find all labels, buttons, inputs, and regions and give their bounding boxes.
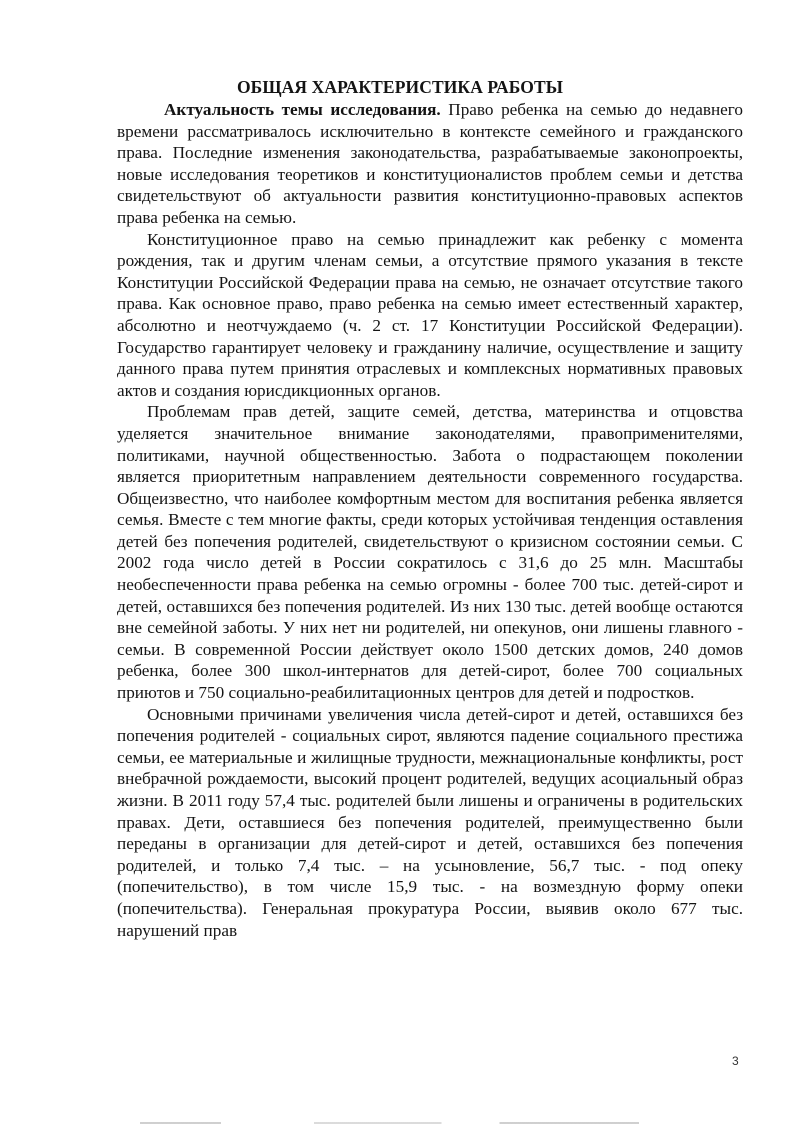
relevance-lead: Актуальность темы исследования.	[164, 100, 441, 119]
body-text	[117, 99, 743, 941]
paragraph-children-rights: Проблемам прав детей, защите семей, детства, материнства и отцовства уделяется значительное внимание законодателями, правоприменителями, политиками, научной общественностью. Забота о подрастающем поколении является приоритетным направлением деятельности современного государства. Общеизвестно, что наиболее комфортным местом для воспитания ребенка является семья. Вместе с тем многие факты, среди которых устойчивая тенденция оставления детей без попечения родителей, свидетельствуют о кризисном состоянии семьи. С 2002 года число детей в России сократилось с 31,6 до 25 млн. Масштабы необеспеченности права ребенка на семью огромны - более 700 тыс. детей-сирот и детей, оставшихся без попечения родителей. Из них 130 тыс. детей вообще остаются вне семейной заботы. У них нет ни родителей, ни опекунов, они лишены главного - семьи. В современной России действует около 1500 детских домов, 240 домов ребенка, более 300 школ-интернатов для детей-сирот, более 700 социальных приютов и 750 социально-реабилитационных центров для детей и подростков.	[117, 402, 743, 703]
paragraph-constitutional-right: Конституционное право на семью принадлежит как ребенку с момента рождения, так и другим членам семьи, а отсутствие прямого указания в тексте Конституции Российской Федерации права на семью, не означает отсутствие такого права. Как основное право, право ребенка на семью имеет естественный характер, абсолютно и неотчуждаемо (ч. 2 ст. 17 Конституции Российской Федерации). Государство гарантирует человеку и гражданину наличие, осуществление и защиту данного права путем принятия отраслевых и комплексных нормативных правовых актов и создания юрисдикционных органов.	[117, 229, 743, 400]
section-heading: ОБЩАЯ ХАРАКТЕРИСТИКА РАБОТЫ	[236, 77, 564, 97]
paragraph-relevance	[117, 99, 743, 229]
page-number: 3	[732, 1054, 739, 1068]
footer-scan-line	[140, 1122, 720, 1124]
paragraph-orphan-causes: Основными причинами увеличения числа детей-сирот и детей, оставшихся без попечения родителей - социальных сирот, являются падение социального престижа семьи, ее материальные и жилищные трудности, межнациональные конфликты, рост внебрачной рождаемости, высокий процент родителей, ведущих асоциальный образ жизни. В 2011 году 57,4 тыс. родителей были лишены и ограничены в родительских правах. Дети, оставшиеся без попечения родителей, преимущественно были переданы в организации для детей-сирот и детей, оставшихся без попечения родителей, и только 7,4 тыс. – на усыновление, 56,7 тыс. - под опеку (попечительство), в том числе 15,9 тыс. - на возмездную форму опеки (попечительства). Генеральная прокуратура России, выявив около 677 тыс. нарушений прав	[117, 704, 743, 940]
relevance-text: Право ребенка на семью до недавнего времени рассматривалось исключительно в контексте семейного и гражданского права. Последние изменения законодательства, разрабатываемые законопроекты, новые исследования теоретиков и конституционалистов проблем семьи и детства свидетельствуют об актуальности развития конституционно-правовых аспектов права ребенка на семью.	[117, 100, 743, 227]
